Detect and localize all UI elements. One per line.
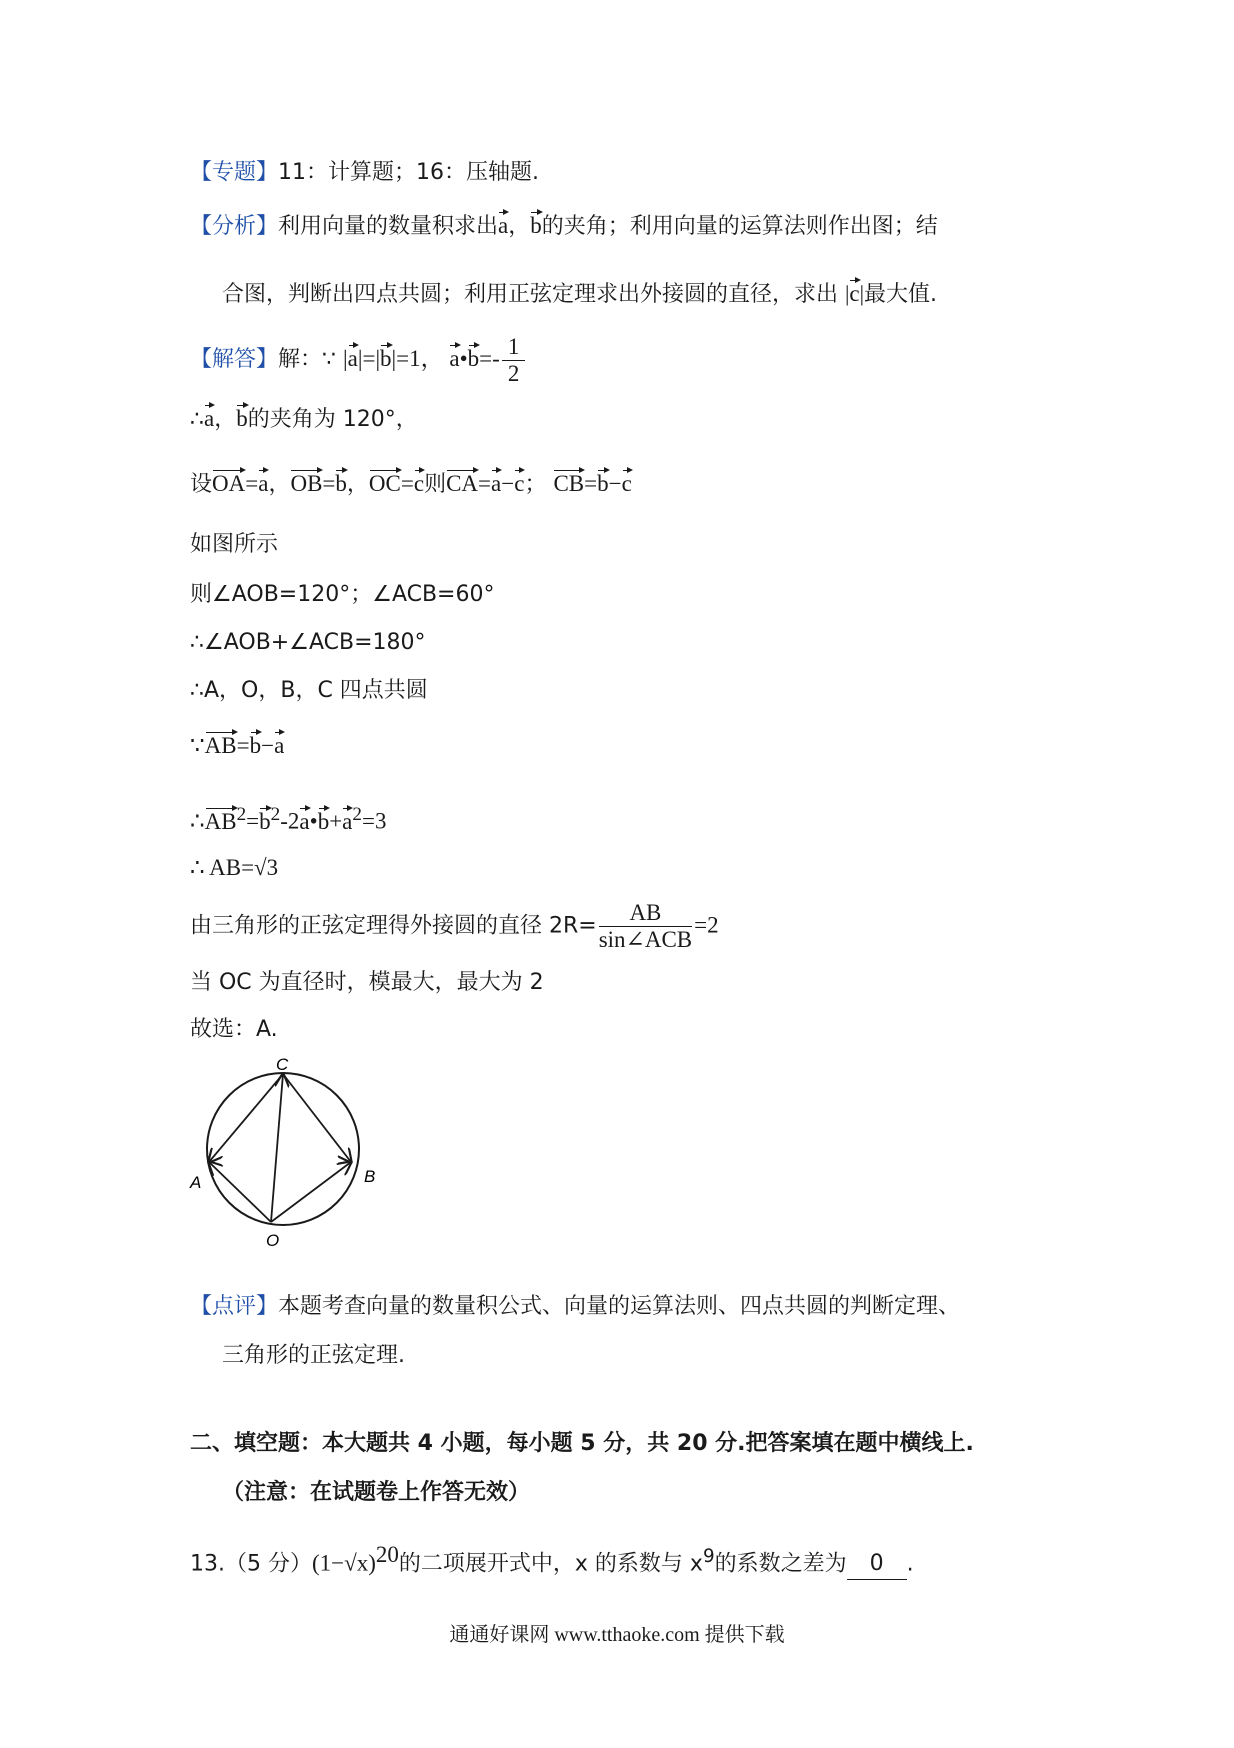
solution-fig-note: 如图所示	[190, 532, 279, 557]
comma: ，	[268, 472, 291, 497]
circle-diagram	[180, 1052, 380, 1252]
segment-CA	[209, 1074, 283, 1162]
comment-text-1: 本题考查向量的数量积公式、向量的运算法则、四点共圆的判断定理、	[278, 1294, 961, 1319]
topic-line	[190, 158, 539, 188]
analysis-text-2: 的夹角；利用向量的运算法则作出图；结	[541, 214, 938, 239]
footer: 通通好课网 www.tthaoke.com 提供下载	[449, 1624, 785, 1646]
fraction-sine	[599, 900, 692, 953]
analysis-tag: 【分析】	[190, 214, 279, 239]
segment-OB	[271, 1162, 351, 1222]
label-B: B	[364, 1167, 376, 1186]
fraction-denominator: sin∠ACB	[598, 927, 693, 952]
eq-sign: =	[246, 808, 260, 834]
section2-heading: 二、填空题：本大题共 4 小题，每小题 5 分，共 20 分.把答案填在题中横线上.	[190, 1431, 974, 1456]
comment-line-2: 三角形的正弦定理.	[222, 1343, 405, 1368]
topic-tag: 【专题】	[190, 160, 279, 185]
exponent: 2	[236, 804, 247, 825]
question-13	[190, 1540, 914, 1580]
label-O: O	[266, 1231, 280, 1250]
analysis-text-3: 合图，判断出四点共圆；利用正弦定理求出外接圆的直径，求出	[222, 282, 839, 307]
exponent: 2	[352, 804, 362, 825]
vector-CB: CB	[553, 469, 584, 499]
angle-statement: 的夹角为 120°，	[247, 407, 418, 432]
vector-b: b	[259, 807, 271, 837]
vector-a: a	[348, 344, 358, 374]
vector-c: c	[849, 279, 859, 309]
vector-AB: AB	[205, 807, 237, 837]
vector-OA: OA	[212, 469, 245, 499]
solution-angle-sum: ∴∠AOB+∠ACB=180°	[190, 630, 426, 655]
set-word: 设	[190, 472, 213, 497]
vector-OC: OC	[369, 469, 401, 499]
eq-sign: =	[236, 733, 250, 758]
vector-a: a	[449, 344, 459, 374]
solution-tag: 【解答】	[190, 346, 279, 372]
minus-sign: −	[501, 471, 515, 496]
question-number: 13.（5 分）	[190, 1551, 312, 1577]
dot-operator: •	[459, 345, 468, 371]
solution-diameter	[190, 900, 719, 953]
vector-a: a	[204, 404, 214, 434]
diameter-text: 由三角形的正弦定理得外接圆的直径 2R=	[190, 913, 597, 939]
vector-OB: OB	[290, 469, 322, 499]
vector-b: b	[380, 344, 392, 374]
solution-line-2	[190, 404, 418, 435]
vector-a: a	[299, 807, 309, 837]
solution-angles: 则∠AOB=120°；∠ACB=60°	[190, 582, 495, 607]
segment-CB	[283, 1074, 351, 1162]
semicolon: ；	[524, 472, 547, 497]
solution-AB-vector	[190, 731, 284, 761]
therefore-symbol: ∴	[190, 808, 205, 834]
solution-line-3	[190, 469, 632, 500]
vector-b: b	[250, 731, 262, 761]
exponent: 9	[702, 1546, 715, 1567]
because-symbol: ∵	[190, 733, 205, 758]
then-word: 则	[424, 472, 447, 497]
solution-max: 当 OC 为直径时，模最大，最大为 2	[190, 970, 544, 995]
therefore-symbol: ∴	[190, 407, 204, 432]
answer-blank: 0	[847, 1549, 907, 1580]
vector-c: c	[622, 469, 632, 499]
solution-AB-squared	[190, 800, 386, 837]
analysis-sep: ，	[508, 214, 531, 239]
analysis-line-2: 合图，判断出四点共圆；利用正弦定理求出外接圆的直径，求出 |c|最大值.	[222, 281, 938, 307]
vector-b: b	[468, 344, 480, 374]
diameter-value: =2	[694, 912, 719, 938]
vector-b: b	[335, 469, 347, 499]
coefficient: -2	[280, 808, 300, 834]
solution-line-1: 【解答】解：∵ |a|=|b|=1， a•b=- $\frac{1}{2}$	[190, 334, 527, 387]
question-text-2: 的系数之差为	[714, 1551, 847, 1577]
vector-AB: AB	[205, 731, 237, 761]
solution-AB-value: ∴ AB=√3	[190, 855, 279, 880]
solution-choice: 故选：A.	[190, 1017, 278, 1042]
analysis-line-1	[190, 211, 938, 242]
comma: ，	[214, 407, 237, 432]
vector-c: c	[514, 469, 524, 499]
vector-a: a	[491, 469, 501, 499]
exponent: 2	[270, 804, 281, 825]
vector-a: a	[342, 807, 352, 837]
label-A: A	[190, 1173, 202, 1192]
comment-tag: 【点评】	[190, 1294, 279, 1319]
plus-sign: +	[329, 808, 343, 834]
eq-one: =1，	[396, 345, 444, 371]
fraction-numerator: AB	[599, 900, 692, 927]
vector-a: a	[258, 469, 268, 499]
minus-sign: −	[608, 471, 622, 496]
vector-c: c	[414, 469, 424, 499]
segment-OC	[271, 1074, 283, 1222]
eq-sign: =	[245, 471, 259, 496]
binomial-expression: (1−√x)	[311, 1550, 376, 1576]
vector-CA: CA	[446, 469, 478, 499]
circumcircle	[207, 1073, 359, 1225]
minus-sign: −	[261, 733, 275, 758]
eq-sign: =	[322, 471, 336, 496]
section2-note: （注意：在试题卷上作答无效）	[222, 1480, 531, 1505]
result-three: =3	[361, 808, 387, 834]
question-text-1: 的二项展开式中，x 的系数与 x	[398, 1551, 703, 1577]
fraction-denominator: 2	[507, 361, 520, 386]
eq-sign: =	[584, 471, 598, 496]
eq-sign: =	[362, 345, 376, 371]
vector-b: b	[318, 807, 330, 837]
solution-intro: 解：∵	[278, 346, 337, 372]
vector-b: b	[236, 404, 248, 434]
topic-text: 11：计算题；16：压轴题.	[278, 160, 539, 185]
fraction-half	[502, 334, 526, 387]
fraction-numerator: 1	[502, 334, 526, 361]
vector-b: b	[597, 469, 609, 499]
analysis-text-1: 利用向量的数量积求出	[278, 214, 499, 239]
dot-operator: •	[309, 808, 318, 834]
eq-negative: =-	[479, 345, 500, 371]
vector-a: a	[498, 211, 508, 241]
eq-sign: =	[400, 471, 414, 496]
segment-OA	[209, 1162, 271, 1222]
solution-concyclic: ∴A，O，B，C 四点共圆	[190, 678, 428, 703]
vector-a: a	[274, 731, 284, 761]
period: .	[906, 1551, 914, 1577]
exponent: 20	[375, 1542, 399, 1567]
eq-sign: =	[478, 471, 492, 496]
comment-line-1	[190, 1292, 960, 1322]
vector-b: b	[530, 211, 542, 241]
label-C: C	[276, 1055, 289, 1074]
comma: ，	[346, 472, 369, 497]
analysis-text-4: 最大值.	[864, 282, 938, 307]
